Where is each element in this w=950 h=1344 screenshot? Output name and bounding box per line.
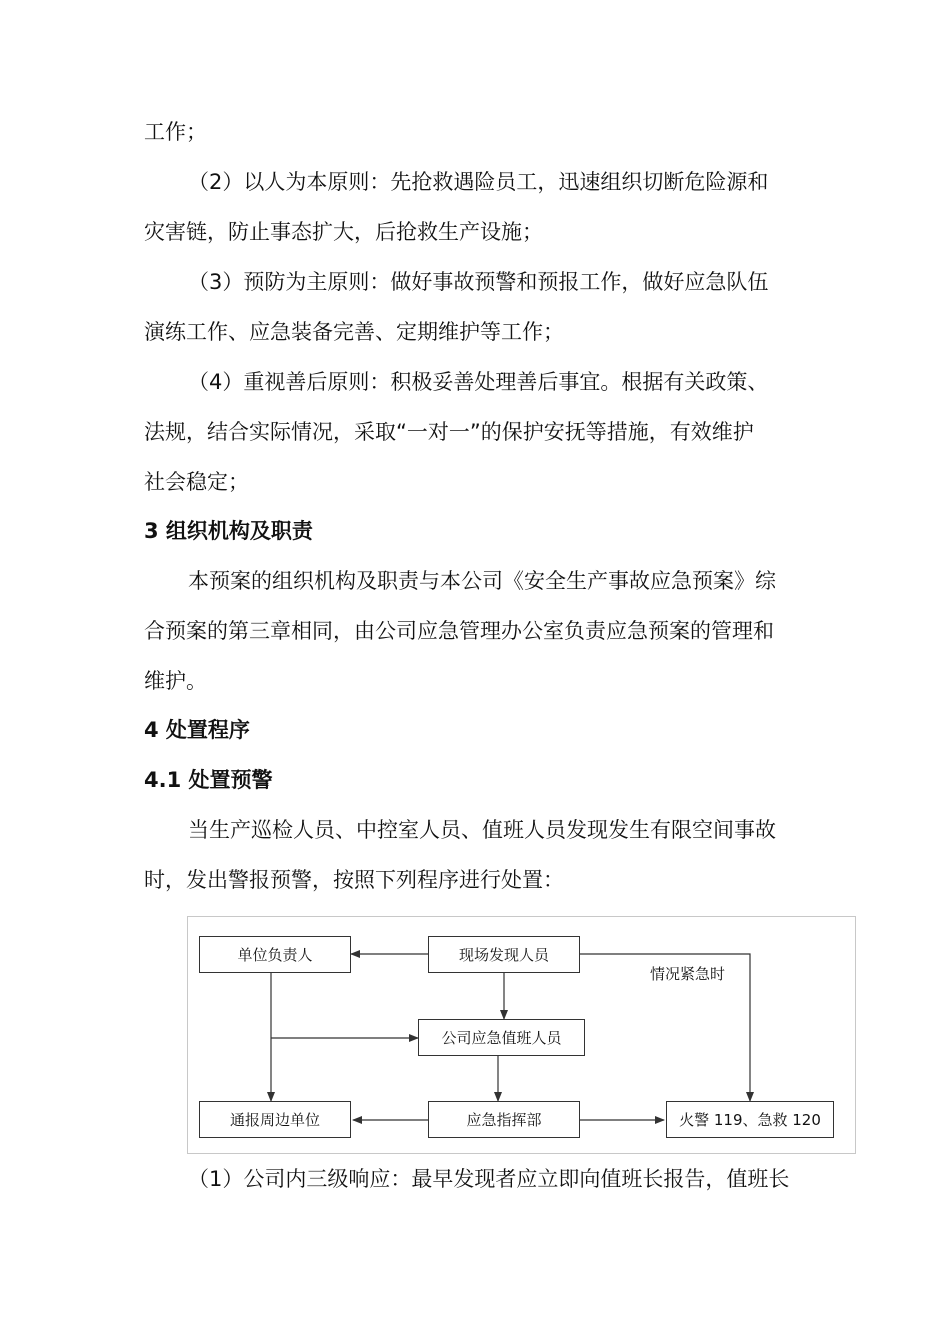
emergency-services-box: 火警 119、急救 120 <box>666 1101 834 1138</box>
duty-staff-box: 公司应急值班人员 <box>418 1019 585 1056</box>
paragraph-line: 法规，结合实际情况，采取“一对一”的保护安抚等措施，有效维护 <box>144 420 754 444</box>
paragraph-line: （4）重视善后原则：积极妥善处理善后事宜。根据有关政策、 <box>188 370 769 394</box>
paragraph-line: 社会稳定； <box>144 470 249 494</box>
paragraph-line: （3）预防为主原则：做好事故预警和预报工作，做好应急队伍 <box>188 270 769 294</box>
paragraph-line: （2）以人为本原则：先抢救遇险员工，迅速组织切断危险源和 <box>188 170 769 194</box>
response-flowchart <box>187 916 856 1154</box>
discoverer-box: 现场发现人员 <box>428 936 580 973</box>
section-heading: 4 处置程序 <box>144 718 250 742</box>
notify-units-box: 通报周边单位 <box>199 1101 351 1138</box>
paragraph-line: 工作； <box>144 120 207 144</box>
paragraph-line: 演练工作、应急装备完善、定期维护等工作； <box>144 320 564 344</box>
paragraph-line: 当生产巡检人员、中控室人员、值班人员发现发生有限空间事故 <box>188 818 776 842</box>
unit-head-box: 单位负责人 <box>199 936 351 973</box>
paragraph-line: 灾害链，防止事态扩大，后抢救生产设施； <box>144 220 543 244</box>
paragraph-line: 本预案的组织机构及职责与本公司《安全生产事故应急预案》综 <box>188 569 776 593</box>
paragraph-line: 维护。 <box>144 669 207 693</box>
subsection-heading: 4.1 处置预警 <box>144 768 273 792</box>
paragraph-line: 合预案的第三章相同，由公司应急管理办公室负责应急预案的管理和 <box>144 619 774 643</box>
paragraph-line: 时，发出警报预警，按照下列程序进行处置： <box>144 868 564 892</box>
section-heading: 3 组织机构及职责 <box>144 519 313 543</box>
paragraph-line: （1）公司内三级响应：最早发现者应立即向值班长报告，值班长 <box>188 1167 790 1191</box>
command-box: 应急指挥部 <box>428 1101 580 1138</box>
urgent-note: 情况紧急时 <box>650 965 726 983</box>
